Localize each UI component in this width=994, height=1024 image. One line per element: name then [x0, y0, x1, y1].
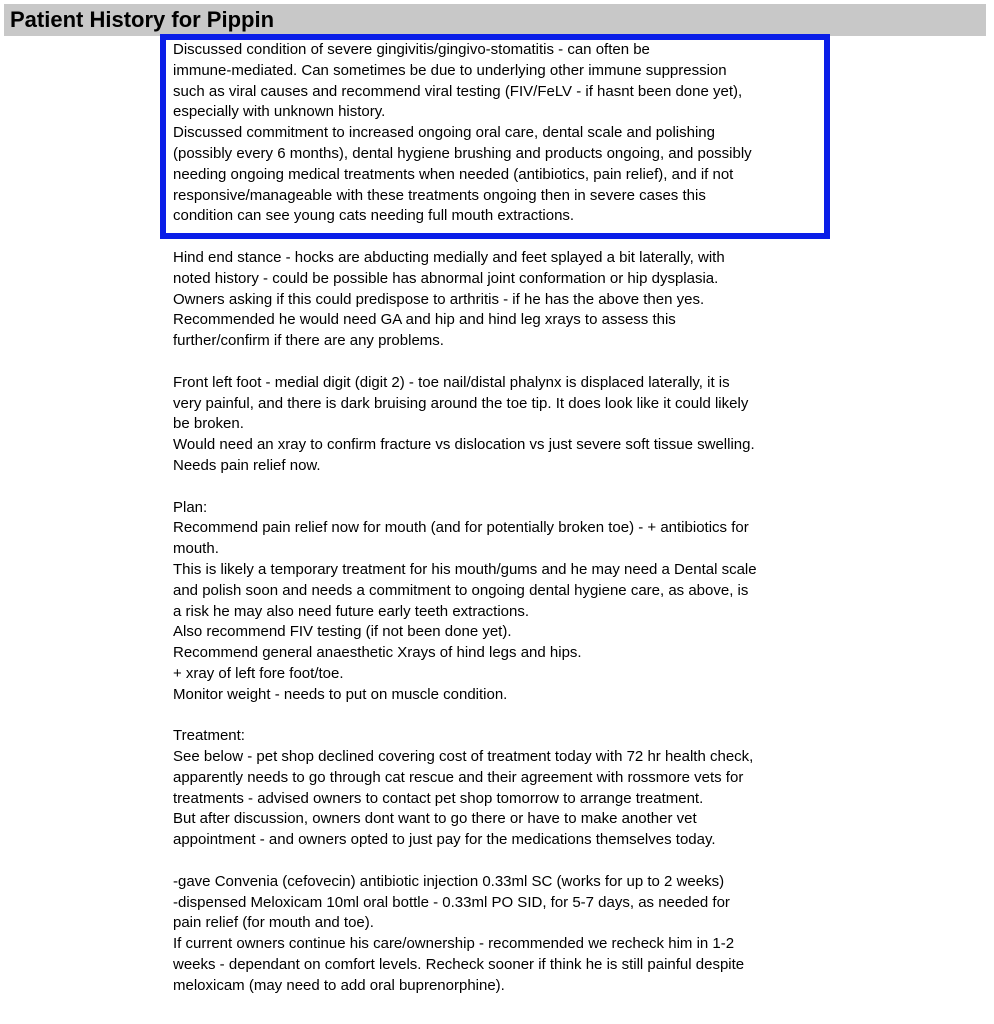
note-line: Plan:: [173, 498, 208, 516]
note-line: Monitor weight - needs to put on muscle condition.: [173, 685, 508, 703]
paragraph-gap: [173, 227, 833, 248]
note-block: [173, 373, 833, 477]
note-line: If current owners continue his care/ownership - recommended we recheck him in 1-2: [173, 935, 735, 953]
note-line: Recommend pain relief now for mouth (and for potentially broken toe) - + antibiotics for: [173, 519, 749, 537]
note-line: very painful, and there is dark bruising around the toe tip. It does look like it could likely: [173, 394, 749, 412]
paragraph-gap: [173, 706, 833, 727]
note-block: [173, 248, 833, 352]
note-line: Recommend general anaesthetic Xrays of hind legs and hips.: [173, 644, 582, 662]
note-line: -gave Convenia (cefovecin) antibiotic injection 0.33ml SC (works for up to 2 weeks): [173, 872, 725, 890]
note-line: Discussed commitment to increased ongoing oral care, dental scale and polishing: [173, 124, 715, 142]
note-line: See below - pet shop declined covering cost of treatment today with 72 hr health check,: [173, 748, 754, 766]
note-line: needing ongoing medical treatments when needed (antibiotics, pain relief), and if not: [173, 165, 734, 183]
note-line: responsive/manageable with these treatments ongoing then in severe cases this: [173, 186, 706, 204]
note-line: be broken.: [173, 415, 244, 433]
note-line: Needs pain relief now.: [173, 456, 321, 474]
note-line: a risk he may also need future early teeth extractions.: [173, 602, 530, 620]
note-line: This is likely a temporary treatment for his mouth/gums and he may need a Dental scale: [173, 560, 757, 578]
note-line: Treatment:: [173, 727, 245, 745]
page-title: Patient History for Pippin: [10, 7, 275, 32]
note-line: Recommended he would need GA and hip and hind leg xrays to assess this: [173, 311, 676, 329]
note-block: [173, 726, 833, 851]
title-bar: [4, 4, 986, 36]
note-line: further/confirm if there are any problems.: [173, 332, 444, 350]
note-line: (possibly every 6 months), dental hygiene brushing and products ongoing, and possibly: [173, 144, 752, 162]
note-line: But after discussion, owners dont want to go there or have to make another vet: [173, 810, 697, 828]
note-line: apparently needs to go through cat rescue and their agreement with rossmore vets for: [173, 768, 744, 786]
note-line: meloxicam (may need to add oral buprenorphine).: [173, 976, 505, 994]
note-line: weeks - dependant on comfort levels. Recheck sooner if think he is still painful despite: [173, 956, 745, 974]
note-line: pain relief (for mouth and toe).: [173, 914, 374, 932]
note-line: Also recommend FIV testing (if not been done yet).: [173, 623, 512, 641]
note-line: + xray of left fore foot/toe.: [173, 664, 344, 682]
note-block: [173, 872, 833, 997]
note-line: and polish soon and needs a commitment to ongoing dental hygiene care, as above, is: [173, 581, 749, 599]
note-line: Owners asking if this could predispose to arthritis - if he has the above then yes.: [173, 290, 705, 308]
note-line: appointment - and owners opted to just pay for the medications themselves today.: [173, 831, 716, 849]
paragraph-gap: [173, 477, 833, 498]
note-line: Front left foot - medial digit (digit 2) - toe nail/distal phalynx is displaced laterally, it is: [173, 373, 730, 391]
note-line: condition can see young cats needing full mouth extractions.: [173, 207, 575, 225]
history-notes: [173, 40, 833, 997]
note-line: Discussed condition of severe gingivitis/gingivo-stomatitis - can often be: [173, 41, 650, 58]
note-line: treatments - advised owners to contact pet shop tomorrow to arrange treatment.: [173, 789, 704, 807]
note-line: immune-mediated. Can sometimes be due to underlying other immune suppression: [173, 61, 727, 79]
note-line: mouth.: [173, 540, 219, 558]
note-line: especially with unknown history.: [173, 103, 386, 121]
note-line: such as viral causes and recommend viral testing (FIV/FeLV - if hasnt been done yet),: [173, 82, 743, 100]
note-block: [173, 498, 833, 706]
note-line: Would need an xray to confirm fracture vs dislocation vs just severe soft tissue swelling.: [173, 436, 755, 454]
paragraph-gap: [173, 851, 833, 872]
note-line: -dispensed Meloxicam 10ml oral bottle - 0.33ml PO SID, for 5-7 days, as needed for: [173, 893, 730, 911]
paragraph-gap: [173, 352, 833, 373]
note-line: Hind end stance - hocks are abducting medially and feet splayed a bit laterally, with: [173, 248, 725, 266]
note-line: noted history - could be possible has abnormal joint conformation or hip dysplasia.: [173, 269, 719, 287]
highlighted-note-block: [173, 40, 833, 227]
